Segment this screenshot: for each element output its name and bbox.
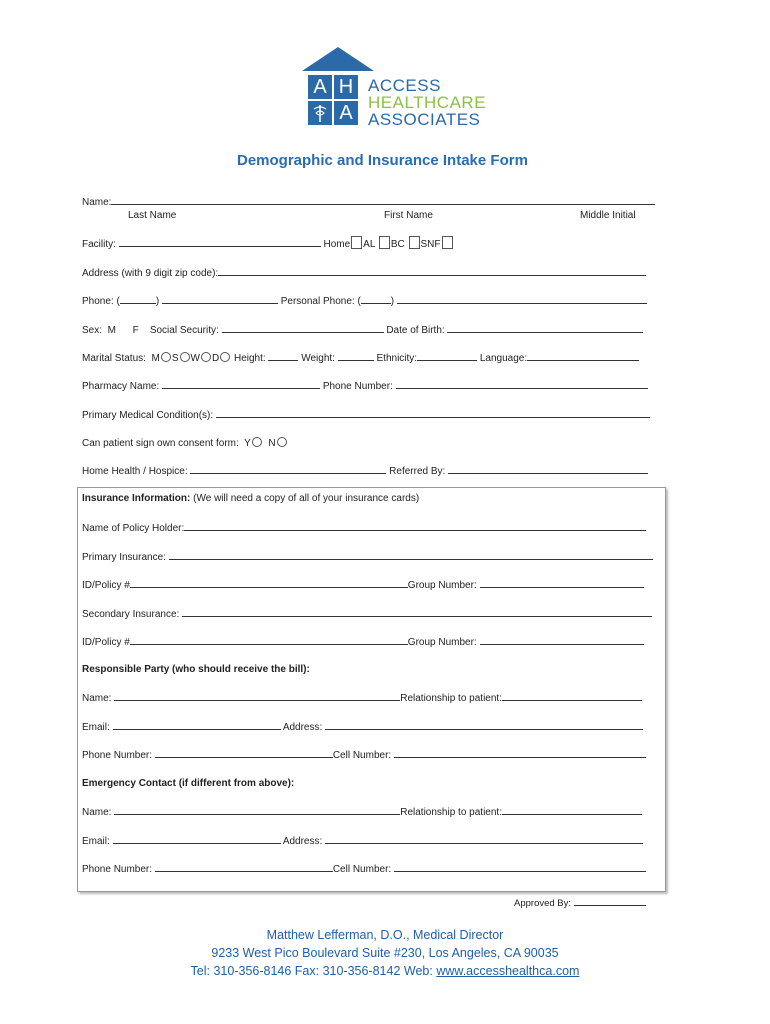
emergency-relationship-label: Relationship to patient: (400, 807, 502, 818)
responsible-phone-row (82, 749, 646, 761)
consent-y-radio[interactable] (252, 437, 262, 447)
marital-label: Marital Status: (82, 353, 146, 364)
weight-label: Weight: (301, 353, 335, 364)
emergency-phone-label: Phone Number: (82, 864, 153, 875)
consent-label: Can patient sign own consent form: (82, 438, 239, 449)
condition-row (82, 409, 650, 421)
pharmacy-phone-input[interactable] (396, 380, 648, 389)
secondary-group-input[interactable] (480, 636, 644, 645)
emergency-phone-row (82, 863, 646, 875)
facility-al-checkbox[interactable] (379, 236, 390, 249)
primary-id-input[interactable] (130, 579, 408, 588)
consent-n-label: N (268, 438, 276, 449)
logo-tile-a2: A (334, 101, 358, 125)
consent-n-radio[interactable] (277, 437, 287, 447)
emergency-address-input[interactable] (325, 835, 643, 844)
phone-label: Phone: ( (82, 296, 120, 307)
marital-d-radio[interactable] (220, 352, 230, 362)
footer-contact-text: Tel: 310-356-8146 Fax: 310-356-8142 Web: (190, 964, 437, 978)
insurance-header-note: (We will need a copy of all of your insurance cards) (190, 493, 420, 504)
condition-label: Primary Medical Condition(s): (82, 410, 214, 421)
secondary-insurance-row (82, 608, 652, 620)
responsible-address-label: Address: (282, 722, 323, 733)
personal-phone-close: ) (390, 296, 395, 307)
responsible-header: Responsible Party (who should receive the bill): (82, 664, 310, 675)
address-label: Address (with 9 digit zip code): (82, 268, 219, 279)
referred-by-input[interactable] (448, 465, 648, 474)
marital-d-label: D (211, 353, 220, 364)
height-input[interactable] (268, 352, 298, 361)
ssn-label: Social Security: (149, 325, 219, 336)
responsible-address-input[interactable] (325, 721, 643, 730)
approved-by-row (514, 897, 646, 909)
emergency-header: Emergency Contact (if different from above): (82, 778, 295, 789)
address-row (82, 267, 646, 279)
sex-m-option[interactable]: M (107, 325, 116, 336)
responsible-name-row (82, 692, 642, 704)
responsible-name-input[interactable] (114, 692, 400, 701)
emergency-cell-input[interactable] (394, 863, 646, 872)
emergency-address-label: Address: (282, 836, 323, 847)
footer-address: 9233 West Pico Boulevard Suite #230, Los Angeles, CA 90035 (211, 946, 559, 960)
weight-input[interactable] (338, 352, 374, 361)
emergency-name-row (82, 806, 642, 818)
emergency-name-label: Name: (82, 807, 112, 818)
responsible-email-row (82, 721, 643, 733)
facility-input[interactable] (119, 238, 321, 247)
responsible-relationship-input[interactable] (502, 692, 642, 701)
emergency-cell-label: Cell Number: (332, 864, 392, 875)
responsible-email-label: Email: (82, 722, 110, 733)
primary-group-input[interactable] (480, 579, 644, 588)
emergency-relationship-input[interactable] (502, 806, 642, 815)
marital-w-radio[interactable] (201, 352, 211, 362)
personal-phone-label: Personal Phone: ( (280, 296, 361, 307)
logo-tile-caduceus (308, 101, 332, 125)
emergency-email-input[interactable] (113, 835, 281, 844)
facility-home-label: Home (323, 239, 351, 250)
footer-contact (0, 964, 770, 978)
secondary-id-label: ID/Policy # (82, 637, 130, 648)
emergency-phone-input[interactable] (155, 863, 333, 872)
middle-initial-sublabel: Middle Initial (580, 210, 636, 221)
marital-s-radio[interactable] (180, 352, 190, 362)
first-name-sublabel: First Name (384, 210, 433, 221)
language-label: Language: (479, 353, 528, 364)
pharmacy-phone-label: Phone Number: (322, 381, 393, 392)
responsible-email-input[interactable] (113, 721, 281, 730)
marital-s-label: S (171, 353, 179, 364)
consent-row (82, 437, 288, 449)
logo (298, 47, 488, 133)
primary-id-label: ID/Policy # (82, 580, 130, 591)
responsible-phone-label: Phone Number: (82, 750, 153, 761)
primary-id-row (82, 579, 644, 591)
insurance-header (82, 493, 419, 504)
home-health-label: Home Health / Hospice: (82, 466, 188, 477)
name-label: Name: (82, 197, 112, 208)
facility-al-label: AL (363, 239, 376, 250)
primary-insurance-label: Primary Insurance: (82, 552, 166, 563)
ethnicity-input[interactable] (417, 352, 477, 361)
website-link[interactable]: www.accesshealthca.com (436, 964, 580, 978)
ethnicity-label: Ethnicity: (376, 353, 418, 364)
secondary-id-input[interactable] (130, 636, 408, 645)
responsible-phone-input[interactable] (155, 749, 333, 758)
policy-holder-row (82, 522, 646, 534)
secondary-group-label: Group Number: (407, 637, 477, 648)
name-row (82, 196, 655, 208)
pharmacy-label: Pharmacy Name: (82, 381, 160, 392)
phone-close: ) (155, 296, 160, 307)
condition-input[interactable] (216, 409, 650, 418)
approved-by-input[interactable] (574, 897, 646, 906)
home-health-row (82, 465, 648, 477)
emergency-email-label: Email: (82, 836, 110, 847)
dob-input[interactable] (447, 324, 643, 333)
phone-row (82, 295, 647, 307)
sex-label: Sex: (82, 325, 103, 336)
facility-row (82, 236, 454, 250)
logo-text-access: ACCESS (368, 76, 441, 95)
personal-phone-area-input[interactable] (361, 295, 391, 304)
emergency-name-input[interactable] (114, 806, 400, 815)
facility-snf-label: SNF (420, 239, 441, 250)
responsible-cell-label: Cell Number: (332, 750, 392, 761)
language-input[interactable] (527, 352, 639, 361)
phone-input[interactable] (162, 295, 278, 304)
logo-text-associates: ASSOCIATES (368, 110, 481, 129)
logo-text-healthcare: HEALTHCARE (368, 93, 487, 112)
facility-label: Facility: (82, 239, 116, 250)
phone-area-input[interactable] (120, 295, 156, 304)
facility-home-checkbox[interactable] (351, 236, 362, 249)
personal-phone-input[interactable] (397, 295, 647, 304)
last-name-sublabel: Last Name (128, 210, 177, 221)
secondary-id-row (82, 636, 644, 648)
name-input[interactable] (111, 196, 655, 205)
marital-m-radio[interactable] (161, 352, 171, 362)
responsible-cell-input[interactable] (394, 749, 646, 758)
height-label: Height: (233, 353, 266, 364)
logo-tile-a1: A (308, 75, 332, 99)
facility-bc-checkbox[interactable] (409, 236, 420, 249)
insurance-header-bold: Insurance Information: (82, 493, 191, 504)
approved-by-label: Approved By: (514, 898, 572, 909)
address-input[interactable] (218, 267, 646, 276)
policy-holder-label: Name of Policy Holder: (82, 523, 185, 534)
dob-label: Date of Birth: (386, 325, 445, 336)
logo-tile-h: H (334, 75, 358, 99)
footer-director: Matthew Lefferman, D.O., Medical Director (266, 928, 504, 942)
insurance-box (77, 487, 666, 892)
responsible-name-label: Name: (82, 693, 112, 704)
form-title: Demographic and Insurance Intake Form (237, 152, 528, 169)
secondary-insurance-input[interactable] (182, 608, 652, 617)
sex-f-option[interactable]: F (132, 325, 139, 336)
ssn-input[interactable] (222, 324, 384, 333)
emergency-email-row (82, 835, 643, 847)
pharmacy-input[interactable] (162, 380, 320, 389)
referred-by-label: Referred By: (389, 466, 446, 477)
facility-snf-checkbox[interactable] (442, 236, 453, 249)
consent-y-label: Y (244, 438, 251, 449)
primary-group-label: Group Number: (407, 580, 477, 591)
primary-insurance-row (82, 551, 653, 563)
marital-w-label: W (190, 353, 200, 364)
sex-row (82, 324, 643, 336)
responsible-relationship-label: Relationship to patient: (400, 693, 502, 704)
pharmacy-row (82, 380, 648, 392)
marital-row (82, 352, 639, 364)
policy-holder-input[interactable] (184, 522, 646, 531)
marital-m-label: M (151, 353, 160, 364)
caduceus-icon (308, 101, 332, 125)
logo-roof-icon (298, 47, 378, 77)
primary-insurance-input[interactable] (169, 551, 653, 560)
facility-bc-label: BC (390, 239, 405, 250)
home-health-input[interactable] (190, 465, 386, 474)
secondary-insurance-label: Secondary Insurance: (82, 609, 180, 620)
